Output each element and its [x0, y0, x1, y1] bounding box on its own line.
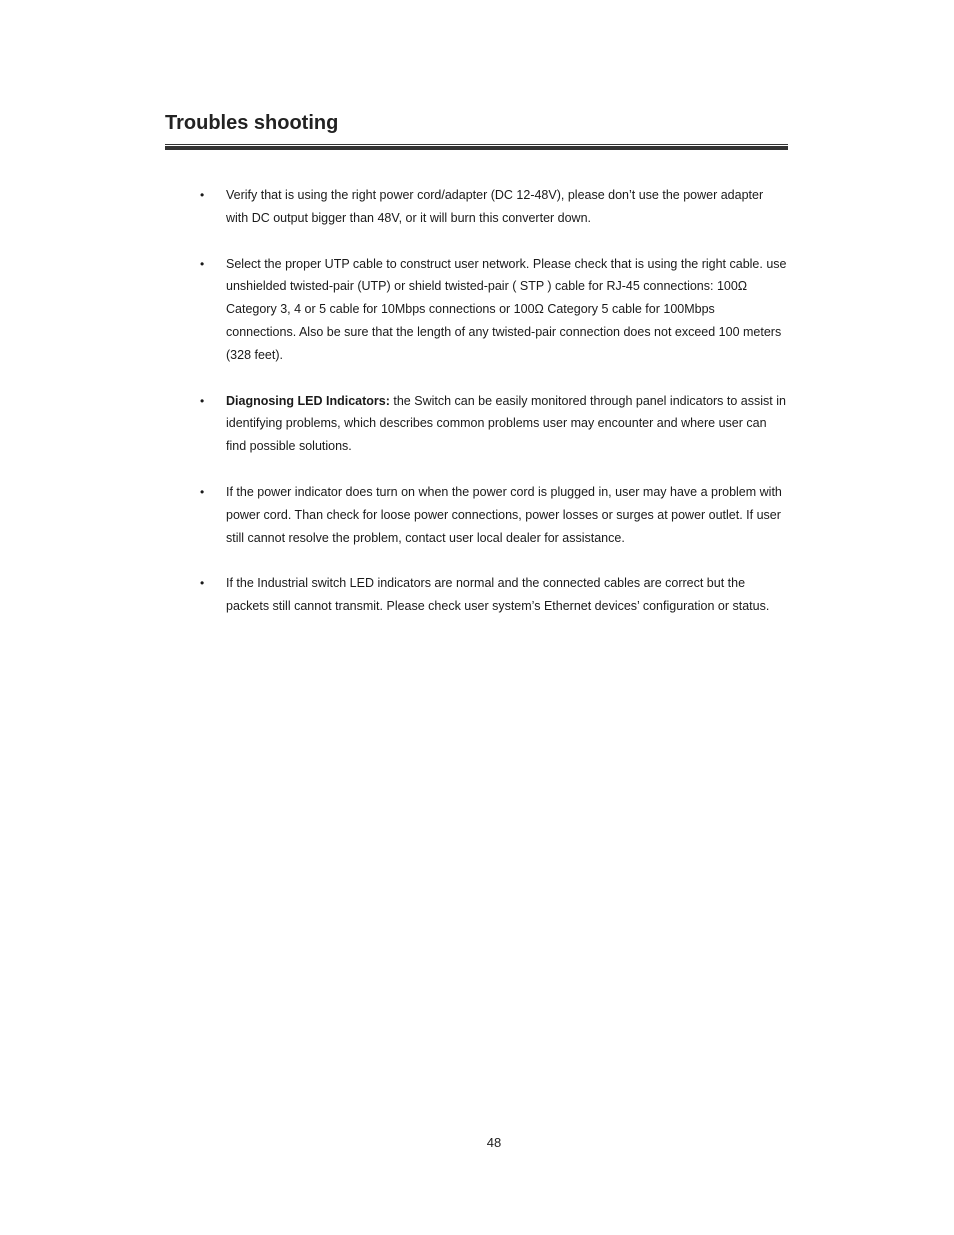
list-item-body: Verify that is using the right power cord/adapter (DC 12-48V), please don’t use the power adapter with DC output bigger than 48V, or it will burn this converter down. — [226, 188, 764, 225]
list-item-text — [226, 485, 782, 545]
list-item — [0, 390, 788, 458]
list-item-text — [226, 394, 786, 454]
list-item — [0, 253, 788, 367]
list-item — [0, 184, 788, 230]
bullet-icon: • — [200, 188, 205, 202]
list-item-body: If the power indicator does turn on when the power cord is plugged in, user may have a problem with power cord. Than check for loose power connections, power losses or surges at power outlet. If user still cannot resolve the problem, contact user local dealer for assistance. — [226, 484, 782, 545]
page-title: Troubles shooting — [165, 112, 339, 134]
bullet-icon: • — [200, 256, 205, 271]
divider-thick-line — [165, 146, 788, 150]
title-divider — [165, 144, 788, 150]
divider-thin-line — [165, 144, 788, 145]
bullet-icon: • — [200, 576, 205, 591]
list-item-body: the Switch can be easily monitored through panel indicators to assist in identifying problems, which describes common problems user may encounter and where user can find possible solutions. — [226, 393, 786, 454]
list-item-bold-lead: Diagnosing LED Indicators: — [226, 393, 390, 408]
list-item-text — [226, 576, 769, 613]
list-item-body: Select the proper UTP cable to construct user network. Please check that is using the right cable. use unshielded twisted-pair (UTP) or shield twisted-pair ( STP ) cable for RJ-45 connections: 100Ω Category 3, 4 or 5 cable for 10Mbps connections or 100Ω Category 5 cable for 100Mbps connections. Also be sure that the length of any twisted-pair connection does not exceed 100 meters (328 feet). — [226, 256, 787, 362]
list-item — [0, 481, 788, 549]
list-item-body: If the Industrial switch LED indicators are normal and the connected cables are correct but the packets still cannot transmit. Please check user system’s Ethernet devices’ configuration or status. — [226, 576, 770, 614]
list-item-text — [226, 188, 763, 225]
bullet-icon: • — [200, 484, 205, 499]
list-item — [0, 572, 788, 618]
list-item-text — [226, 257, 786, 362]
bullet-icon: • — [200, 393, 205, 408]
page-number: 48 — [486, 1135, 502, 1150]
troubleshooting-list — [0, 184, 954, 641]
